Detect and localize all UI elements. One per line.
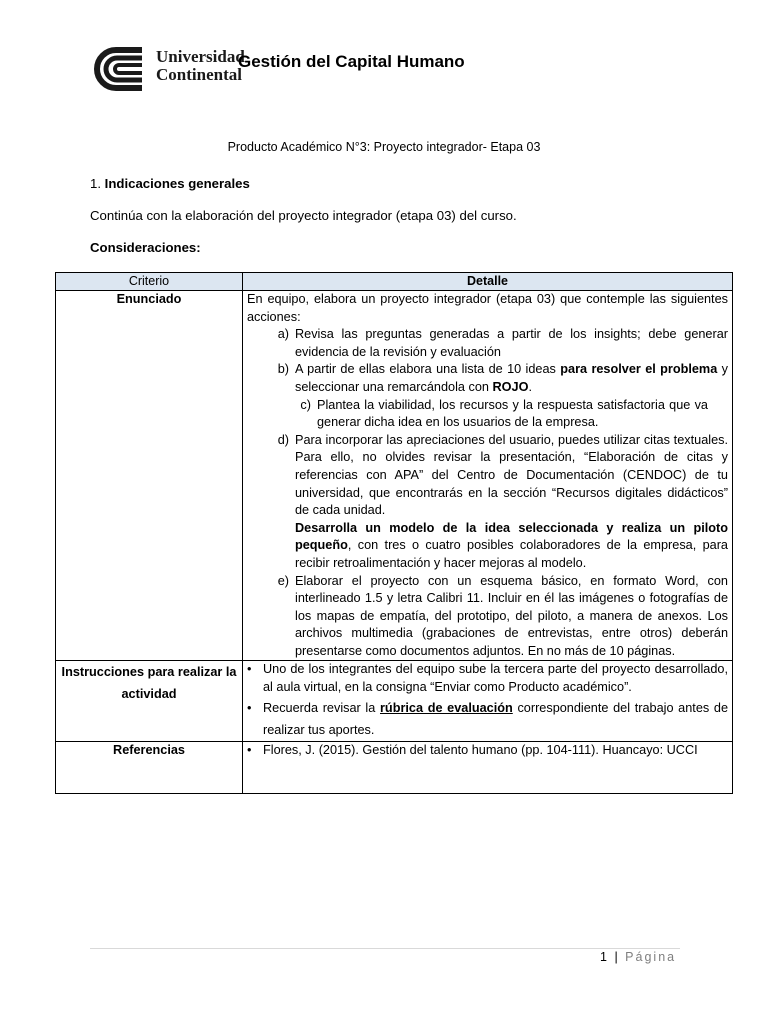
detail-referencias	[243, 741, 733, 793]
section-heading	[90, 176, 250, 191]
rubric-link[interactable]: rúbrica de evaluación	[380, 700, 513, 715]
section-number: 1.	[90, 176, 101, 191]
bullet-icon: •	[247, 700, 252, 715]
table-row	[56, 291, 733, 661]
label-instrucciones: Instrucciones para realizar la actividad	[56, 661, 243, 741]
list-item: b) A partir de ellas elabora una lista de 10 ideas para resolver el problema y seleccionar una remarcándola con ROJO.	[277, 362, 728, 394]
logo-line-2: Continental	[156, 65, 242, 84]
table-row	[56, 661, 733, 741]
header-criterio: Criterio	[56, 273, 243, 291]
bullet-icon: •	[247, 662, 252, 677]
list-item: • Uno de los integrantes del equipo sube la tercera parte del proyecto desarrollado, al aula virtual, en la consigna “Enviar como Producto académico”.	[247, 661, 728, 696]
product-title: Producto Académico N°3: Proyecto integrador- Etapa 03	[227, 140, 541, 154]
course-title: Gestión del Capital Humano	[238, 52, 465, 71]
list-item: a) Revisa las preguntas generadas a partir de los insights; debe generar evidencia de la revisión y evaluación	[277, 327, 728, 359]
logo-line-1: Universidad	[156, 47, 245, 66]
university-name	[156, 48, 245, 84]
list-item: • Flores, J. (2015). Gestión del talento humano (pp. 104-111). Huancayo: UCCI	[247, 742, 728, 760]
page-number: 1 | Página	[600, 950, 677, 964]
considerations-heading: Consideraciones:	[90, 240, 201, 255]
list-item: c) Plantea la viabilidad, los recursos y la respuesta satisfactoria que va generar dicha idea en los usuarios de la empresa.	[300, 397, 708, 430]
section-title: Indicaciones generales	[104, 176, 250, 191]
label-enunciado: Enunciado	[56, 291, 243, 661]
list-item: • Recuerda revisar la rúbrica de evaluación correspondiente del trabajo antes de realizar tus aportes.	[247, 697, 728, 741]
detail-enunciado	[243, 291, 733, 661]
considerations-table	[55, 272, 733, 794]
detail-instrucciones	[243, 661, 733, 741]
header-detalle: Detalle	[243, 273, 733, 291]
bullet-icon: •	[247, 742, 252, 757]
table-row	[56, 741, 733, 793]
table-header-row	[56, 273, 733, 291]
label-referencias: Referencias	[56, 741, 243, 793]
list-item: e) Elaborar el proyecto con un esquema básico, en formato Word, con interlineado 1.5 y letra Calibri 11. Incluir en él las imágenes o fotografías de los mapas de empatía, del prototipo, del piloto, a manera de anexos. Los archivos multimedia (grabaciones de entrevistas, entre otros) deberán presentarse como documentos adjuntos. En no más de 10 páginas.	[277, 573, 728, 658]
actions-list	[247, 326, 728, 660]
list-item: d) Para incorporar las apreciaciones del usuario, puedes utilizar citas textuales. Para ello, no olvides revisar la presentación, “Elaboración de citas y referencias con APA” del Centro de Documentación (CENDOC) de tu universidad, que encontrarás en la sección “Recursos digitales didácticos” de cada unidad. Desarrolla un modelo de la idea seleccionada y realiza un piloto pequeño, con tres o cuatro posibles colaboradores de la empresa, para recibir retroalimentación y hacer mejoras al modelo.	[277, 432, 728, 570]
footer-divider	[90, 948, 680, 949]
intro-paragraph: Continúa con la elaboración del proyecto integrador (etapa 03) del curso.	[90, 208, 517, 223]
enunciado-intro: En equipo, elabora un proyecto integrador (etapa 03) que contemple las siguientes acciones:	[247, 292, 728, 324]
